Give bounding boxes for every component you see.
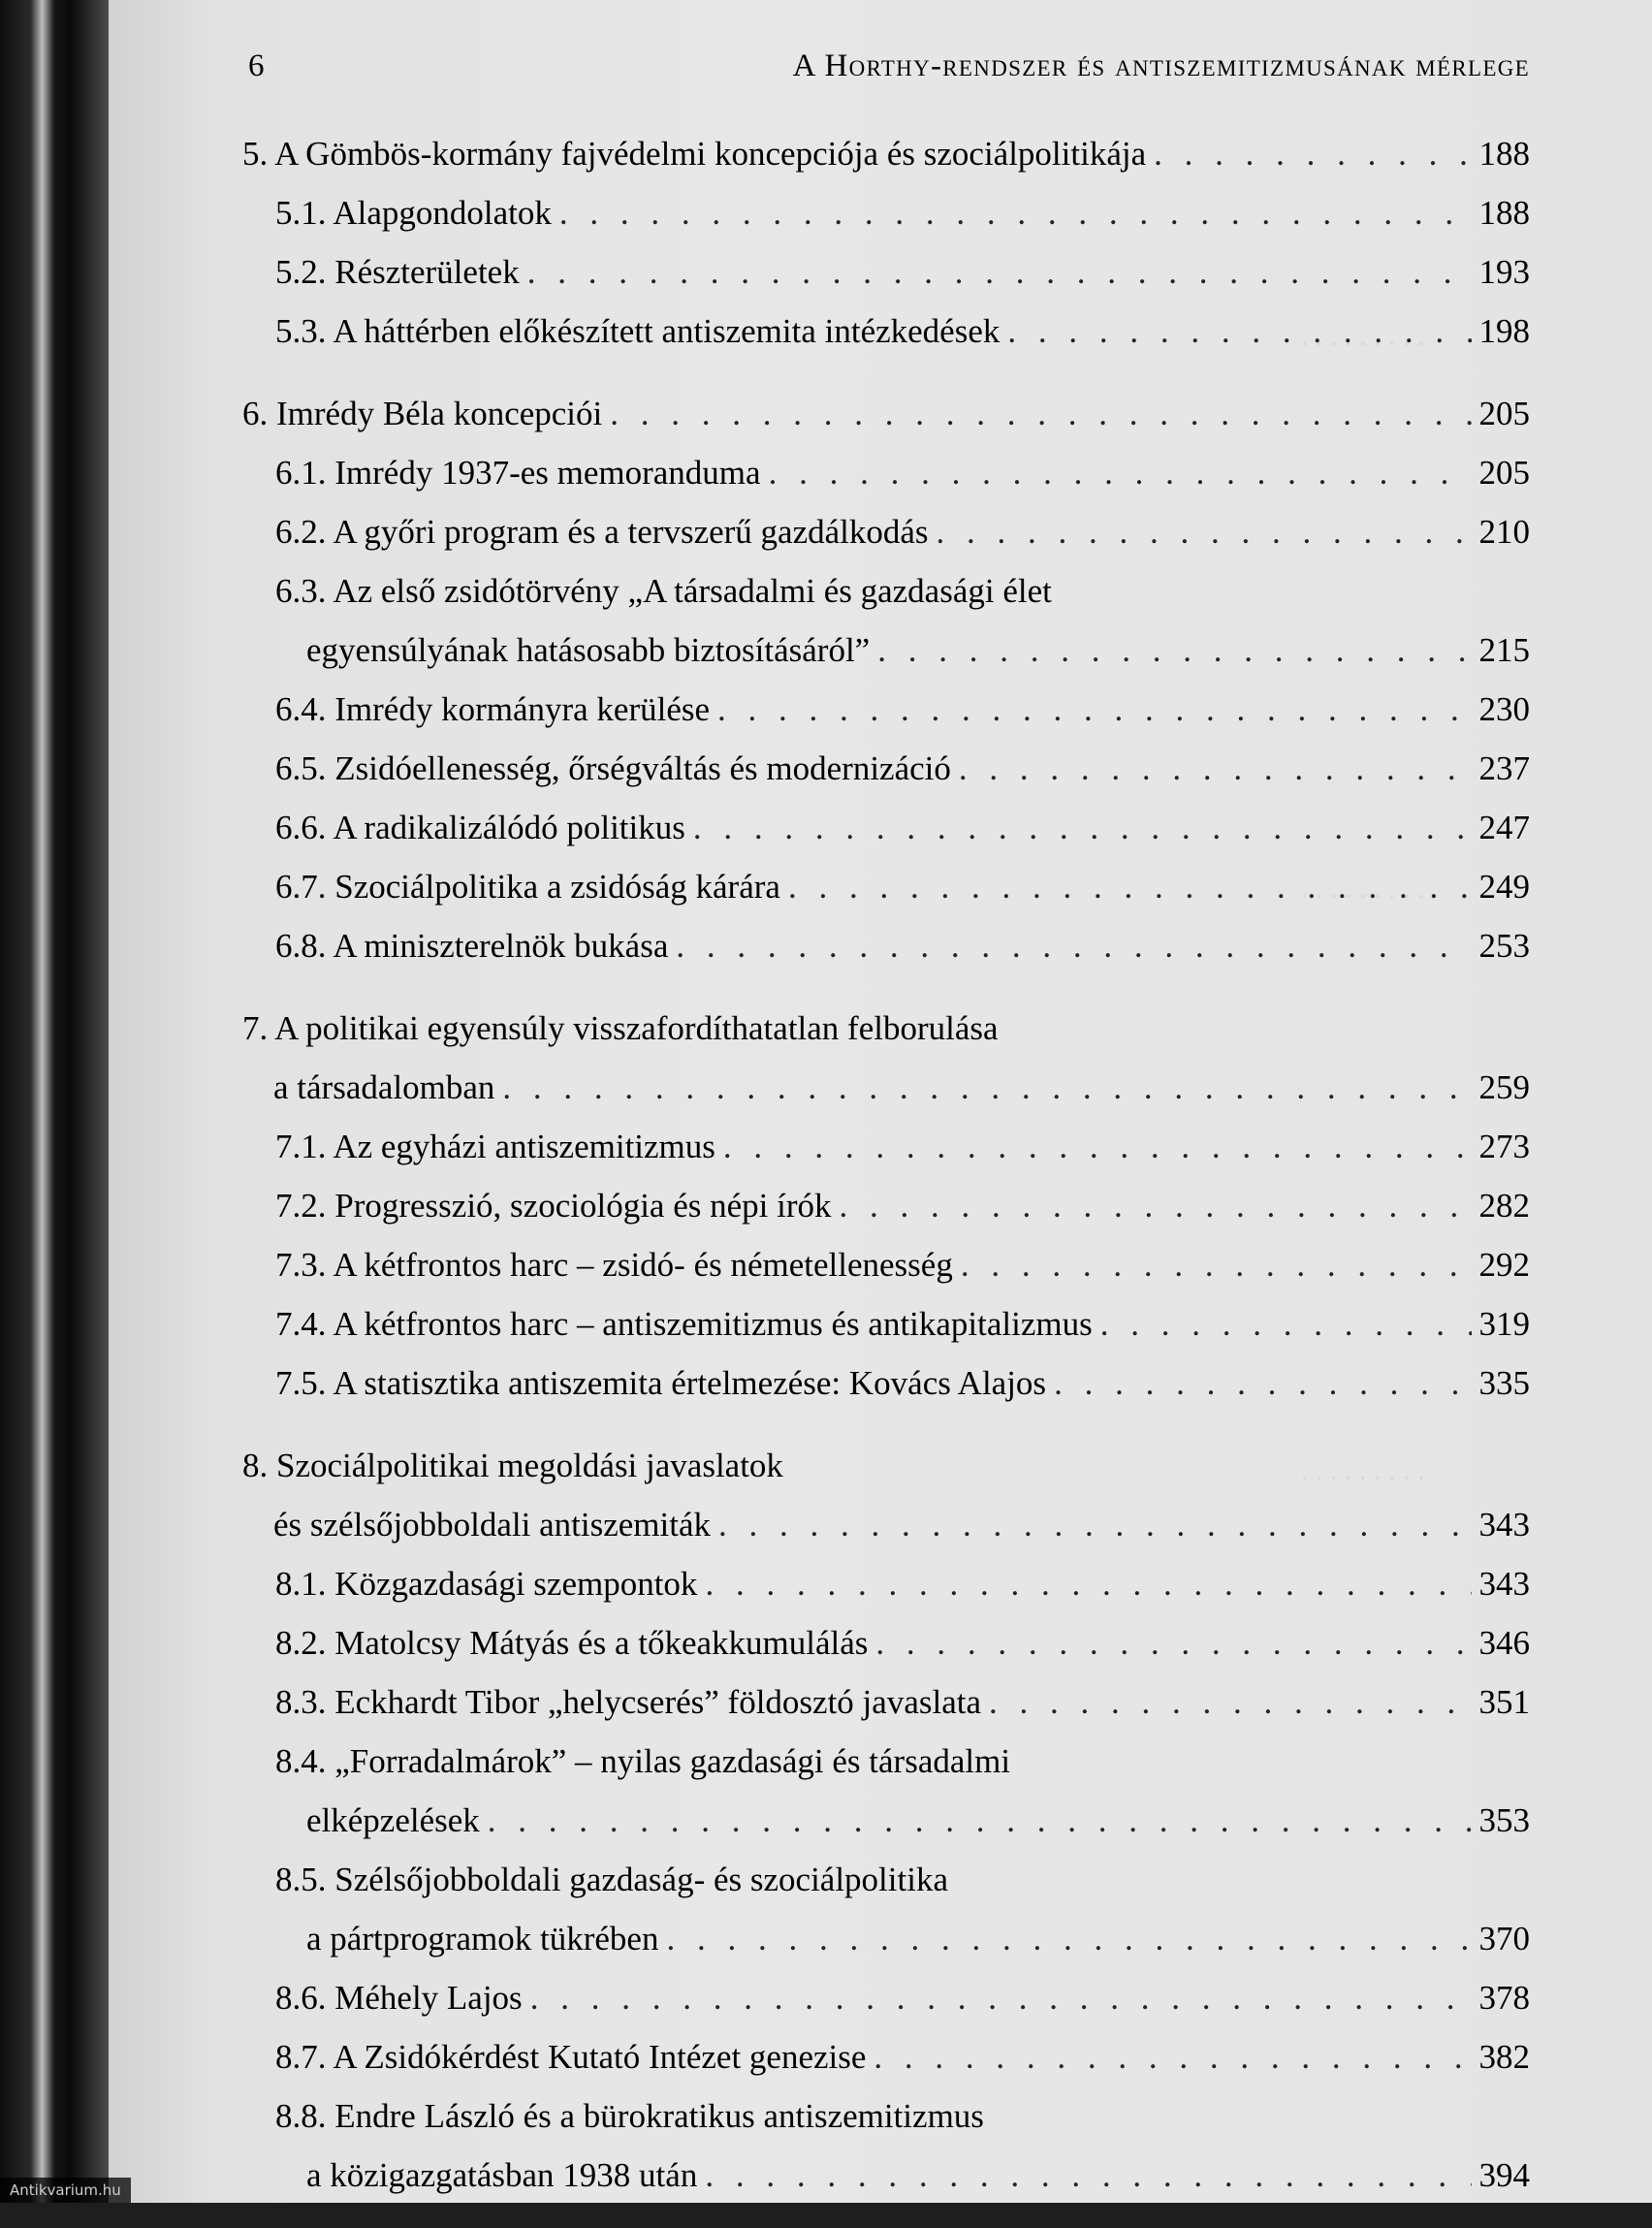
toc-page-number: 394 bbox=[1478, 2156, 1530, 2194]
toc-line bbox=[275, 2146, 1530, 2205]
toc-line bbox=[275, 1613, 1530, 1672]
subentry-title: 5.2. Részterületek bbox=[275, 253, 520, 291]
dot-leader bbox=[769, 443, 1472, 502]
toc-line bbox=[275, 1117, 1530, 1176]
toc-subentry bbox=[242, 183, 1530, 242]
toc-subentry bbox=[242, 1732, 1530, 1850]
toc-page-number: 351 bbox=[1478, 1683, 1530, 1721]
toc-subentry bbox=[242, 302, 1530, 361]
subentry-title: 8.7. A Zsidókérdést Kutató Intézet genezise bbox=[275, 2038, 867, 2076]
toc-line bbox=[275, 1235, 1530, 1294]
toc-page-number: 188 bbox=[1478, 135, 1530, 173]
dot-leader bbox=[961, 1235, 1472, 1294]
dot-leader bbox=[1100, 1294, 1472, 1353]
toc-line bbox=[275, 1791, 1530, 1850]
toc-section bbox=[242, 124, 1530, 361]
toc-line bbox=[242, 384, 1530, 443]
dot-leader bbox=[559, 183, 1472, 242]
toc-line bbox=[275, 798, 1530, 857]
toc-chapter-entry bbox=[242, 1436, 1530, 1554]
toc-page-number: 353 bbox=[1478, 1801, 1530, 1839]
toc-line bbox=[242, 124, 1530, 183]
subentry-title: 6.8. A miniszterelnök bukása bbox=[275, 927, 669, 965]
toc-page-number: 193 bbox=[1478, 253, 1530, 291]
subentry-title: 6.7. Szociálpolitika a zsidóság kárára bbox=[275, 868, 780, 906]
toc-page-number: 253 bbox=[1478, 927, 1530, 965]
dot-leader bbox=[1054, 1353, 1471, 1413]
subentry-title: 6.5. Zsidóellenesség, őrségváltás és modernizáció bbox=[275, 749, 951, 787]
toc-line bbox=[275, 1294, 1530, 1353]
chapter-title: 7. A politikai egyensúly visszafordíthatatlan felborulása bbox=[242, 1009, 999, 1047]
toc-page-number: 343 bbox=[1478, 1506, 1530, 1544]
background-photo-edge bbox=[0, 0, 68, 2203]
dot-leader bbox=[488, 1791, 1472, 1850]
subentry-title: 8.8. Endre László és a bürokratikus antiszemitizmus bbox=[275, 2097, 984, 2135]
toc-page-number: 210 bbox=[1478, 513, 1530, 551]
dot-leader bbox=[705, 2146, 1471, 2205]
dot-leader bbox=[693, 798, 1472, 857]
subentry-title: 8.6. Méhely Lajos bbox=[275, 1979, 523, 2017]
subentry-title: 7.1. Az egyházi antiszemitizmus bbox=[275, 1128, 715, 1165]
toc-line bbox=[275, 1732, 1530, 1791]
toc-page-number: 292 bbox=[1478, 1246, 1530, 1284]
toc-subentry bbox=[242, 2027, 1530, 2086]
toc-subentry bbox=[242, 2086, 1530, 2205]
toc-page-number: 378 bbox=[1478, 1979, 1530, 2017]
toc-line bbox=[275, 680, 1530, 739]
toc-chapter-entry bbox=[242, 384, 1530, 443]
toc-subentry bbox=[242, 916, 1530, 975]
chapter-title: a társadalomban bbox=[273, 1068, 495, 1106]
subentry-title: 8.2. Matolcsy Mátyás és a tőkeakkumulálás bbox=[275, 1624, 869, 1662]
toc-page-number: 237 bbox=[1478, 749, 1530, 787]
toc-section bbox=[242, 999, 1530, 1413]
toc-subentry bbox=[242, 1294, 1530, 1353]
subentry-title: elképzelések bbox=[306, 1801, 480, 1839]
toc-line bbox=[275, 1968, 1530, 2027]
chapter-title: 5. A Gömbös-kormány fajvédelmi koncepciója és szociálpolitikája bbox=[242, 135, 1147, 173]
toc-line bbox=[275, 621, 1530, 680]
subentry-title: 7.5. A statisztika antiszemita értelmezése: Kovács Alajos bbox=[275, 1364, 1047, 1402]
dot-leader bbox=[527, 242, 1472, 302]
toc-page-number: 343 bbox=[1478, 1565, 1530, 1603]
toc-line bbox=[275, 242, 1530, 302]
dot-leader bbox=[1007, 302, 1471, 361]
toc-subentry bbox=[242, 1968, 1530, 2027]
dot-leader bbox=[989, 1672, 1472, 1732]
toc-subentry bbox=[242, 1554, 1530, 1613]
subentry-title: 8.3. Eckhardt Tibor „helycserés” földosztó javaslata bbox=[275, 1683, 981, 1721]
toc-subentry bbox=[242, 1613, 1530, 1672]
chapter-title: és szélsőjobboldali antiszemiták bbox=[273, 1506, 712, 1544]
toc-line bbox=[275, 2086, 1530, 2146]
chapter-title: 6. Imrédy Béla koncepciói bbox=[242, 395, 603, 432]
dot-leader bbox=[666, 1909, 1471, 1968]
toc-line bbox=[275, 857, 1530, 916]
toc-subentry bbox=[242, 798, 1530, 857]
subentry-title: 5.3. A háttérben előkészített antiszemita intézkedések bbox=[275, 312, 1001, 350]
dot-leader bbox=[723, 1117, 1472, 1176]
toc-line bbox=[242, 999, 1530, 1058]
toc-subentry bbox=[242, 502, 1530, 561]
toc-page-number: 259 bbox=[1478, 1068, 1530, 1106]
dot-leader bbox=[676, 916, 1471, 975]
toc-chapter-entry bbox=[242, 124, 1530, 183]
show-through-text: . . . . . . . . . bbox=[1301, 873, 1425, 905]
subentry-title: egyensúlyának hatásosabb biztosításáról” bbox=[306, 631, 871, 669]
subentry-title: 6.4. Imrédy kormányra kerülése bbox=[275, 690, 711, 728]
toc-subentry bbox=[242, 857, 1530, 916]
table-of-contents bbox=[242, 124, 1530, 2228]
book-spine-shadow bbox=[68, 0, 109, 2203]
toc-page-number: 205 bbox=[1478, 395, 1530, 432]
subentry-title: 6.2. A győri program és a tervszerű gazdálkodás bbox=[275, 513, 929, 551]
toc-line bbox=[242, 1058, 1530, 1117]
dot-leader bbox=[877, 621, 1471, 680]
dot-leader bbox=[530, 1968, 1472, 2027]
dot-leader bbox=[610, 384, 1471, 443]
watermark: Antikvarium.hu bbox=[0, 2178, 131, 2203]
toc-line bbox=[275, 1909, 1530, 1968]
subentry-title: 8.1. Közgazdasági szempontok bbox=[275, 1565, 698, 1603]
dot-leader bbox=[1154, 124, 1471, 183]
toc-subentry bbox=[242, 1235, 1530, 1294]
dot-leader bbox=[840, 1176, 1472, 1235]
toc-page-number: 249 bbox=[1478, 868, 1530, 906]
running-title: A Horthy-rendszer és antiszemitizmusának mérlege bbox=[792, 48, 1530, 83]
toc-subentry bbox=[242, 561, 1530, 680]
toc-line bbox=[275, 1176, 1530, 1235]
dot-leader bbox=[717, 680, 1471, 739]
subentry-title: a közigazgatásban 1938 után bbox=[306, 2156, 698, 2194]
running-head bbox=[248, 48, 1530, 84]
subentry-title: 8.5. Szélsőjobboldali gazdaság- és szociálpolitika bbox=[275, 1861, 948, 1898]
subentry-title: 6.1. Imrédy 1937-es memoranduma bbox=[275, 454, 761, 492]
toc-subentry bbox=[242, 1672, 1530, 1732]
toc-line bbox=[242, 1495, 1530, 1554]
toc-subentry bbox=[242, 1850, 1530, 1968]
page-number: 6 bbox=[248, 48, 265, 83]
toc-page-number: 382 bbox=[1478, 2038, 1530, 2076]
toc-page-number: 198 bbox=[1478, 312, 1530, 350]
toc-subentry bbox=[242, 1176, 1530, 1235]
toc-section bbox=[242, 1436, 1530, 2205]
dot-leader bbox=[502, 1058, 1471, 1117]
toc-line bbox=[275, 183, 1530, 242]
toc-section bbox=[242, 384, 1530, 975]
subentry-title: 7.2. Progresszió, szociológia és népi írók bbox=[275, 1187, 832, 1225]
toc-line bbox=[275, 2027, 1530, 2086]
toc-subentry bbox=[242, 242, 1530, 302]
toc-line bbox=[242, 1436, 1530, 1495]
dot-leader bbox=[705, 1554, 1471, 1613]
toc-page-number: 282 bbox=[1478, 1187, 1530, 1225]
toc-subentry bbox=[242, 680, 1530, 739]
toc-line bbox=[275, 302, 1530, 361]
subentry-title: 6.3. Az első zsidótörvény „A társadalmi és gazdasági élet bbox=[275, 572, 1052, 610]
toc-chapter-entry bbox=[242, 999, 1530, 1117]
toc-line bbox=[275, 561, 1530, 621]
toc-line bbox=[275, 1672, 1530, 1732]
subentry-title: 6.6. A radikalizálódó politikus bbox=[275, 809, 685, 846]
dot-leader bbox=[937, 502, 1472, 561]
toc-line bbox=[275, 1554, 1530, 1613]
dot-leader bbox=[788, 857, 1472, 916]
toc-page-number: 205 bbox=[1478, 454, 1530, 492]
dot-leader bbox=[718, 1495, 1471, 1554]
toc-page-number: 319 bbox=[1478, 1305, 1530, 1343]
toc-line bbox=[275, 1850, 1530, 1909]
toc-line bbox=[275, 916, 1530, 975]
subentry-title: 5.1. Alapgondolatok bbox=[275, 194, 552, 232]
toc-page-number: 273 bbox=[1478, 1128, 1530, 1165]
subentry-title: 7.3. A kétfrontos harc – zsidó- és németellenesség bbox=[275, 1246, 953, 1284]
toc-line bbox=[275, 1353, 1530, 1413]
toc-page-number: 215 bbox=[1478, 631, 1530, 669]
toc-page-number: 230 bbox=[1478, 690, 1530, 728]
toc-line bbox=[275, 502, 1530, 561]
toc-page-number: 335 bbox=[1478, 1364, 1530, 1402]
toc-line bbox=[275, 443, 1530, 502]
toc-page-number: 188 bbox=[1478, 194, 1530, 232]
show-through-text: . . . . . . . . . bbox=[1301, 1454, 1425, 1486]
toc-subentry bbox=[242, 1117, 1530, 1176]
chapter-title: 8. Szociálpolitikai megoldási javaslatok bbox=[242, 1447, 783, 1484]
subentry-title: 7.4. A kétfrontos harc – antiszemitizmus és antikapitalizmus bbox=[275, 1305, 1093, 1343]
subentry-title: 8.4. „Forradalmárok” – nyilas gazdasági és társadalmi bbox=[275, 1742, 1011, 1780]
toc-subentry bbox=[242, 739, 1530, 798]
dot-leader bbox=[874, 2027, 1471, 2086]
dot-leader bbox=[959, 739, 1472, 798]
toc-subentry bbox=[242, 1353, 1530, 1413]
dot-leader bbox=[875, 1613, 1471, 1672]
subentry-title: a pártprogramok tükrében bbox=[306, 1920, 659, 1957]
toc-subentry bbox=[242, 443, 1530, 502]
toc-page-number: 346 bbox=[1478, 1624, 1530, 1662]
toc-page-number: 247 bbox=[1478, 809, 1530, 846]
toc-page-number: 370 bbox=[1478, 1920, 1530, 1957]
show-through-text: . . . . . . . . . bbox=[1301, 320, 1425, 352]
toc-line bbox=[275, 739, 1530, 798]
